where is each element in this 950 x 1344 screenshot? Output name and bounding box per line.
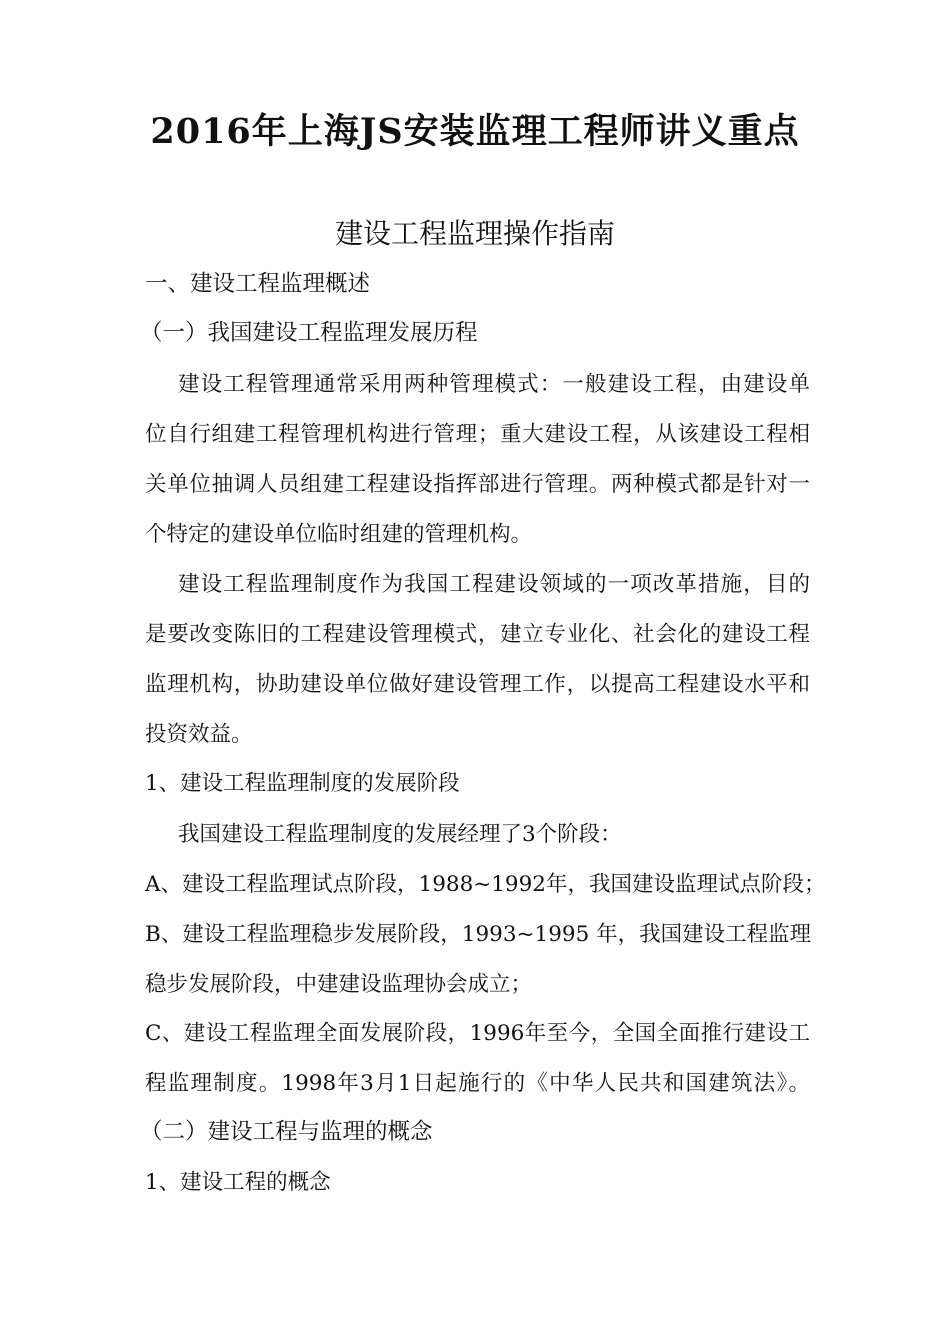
list-item-a: A、建设工程监理试点阶段，1988~1992年，我国建设监理试点阶段； xyxy=(145,872,826,897)
list-item-b-continued: 稳步发展阶段，中建建设监理协会成立； xyxy=(145,972,533,997)
paragraph-line: 监理机构，协助建设单位做好建设管理工作，以提高工程建设水平和 xyxy=(145,672,810,697)
heading-level-2: （二）建设工程与监理的概念 xyxy=(140,1119,433,1145)
heading-level-3: 1、建设工程的概念 xyxy=(145,1170,331,1195)
paragraph-line: 我国建设工程监理制度的发展经理了3个阶段： xyxy=(178,822,622,847)
paragraph-line: 个特定的建设单位临时组建的管理机构。 xyxy=(145,522,533,547)
section-title: 建设工程监理操作指南 xyxy=(334,217,615,250)
paragraph-line: 投资效益。 xyxy=(145,722,253,747)
heading-level-1: 一、建设工程监理概述 xyxy=(145,271,371,297)
paragraph-line: 建设工程管理通常采用两种管理模式：一般建设工程，由建设单 xyxy=(178,372,810,397)
paragraph-line: 建设工程监理制度作为我国工程建设领域的一项改革措施，目的 xyxy=(178,572,810,597)
paragraph-line: 位自行组建工程管理机构进行管理；重大建设工程，从该建设工程相 xyxy=(145,422,810,447)
paragraph-line: 是要改变陈旧的工程建设管理模式，建立专业化、社会化的建设工程 xyxy=(145,622,810,647)
list-item-b: B、建设工程监理稳步发展阶段，1993~1995 年，我国建设工程监理 xyxy=(145,922,812,947)
list-item-c-continued: 程监理制度。1998年3月1日起施行的《中华人民共和国建筑法》。 xyxy=(145,1071,810,1096)
list-item-c: C、建设工程监理全面发展阶段，1996年至今，全国全面推行建设工 xyxy=(145,1021,810,1046)
heading-level-3: 1、建设工程监理制度的发展阶段 xyxy=(145,771,460,796)
paragraph-line: 关单位抽调人员组建工程建设指挥部进行管理。两种模式都是针对一 xyxy=(145,472,810,497)
document-title: 2016年上海JS安装监理工程师讲义重点 xyxy=(150,111,800,152)
heading-level-2: （一）我国建设工程监理发展历程 xyxy=(140,320,478,346)
